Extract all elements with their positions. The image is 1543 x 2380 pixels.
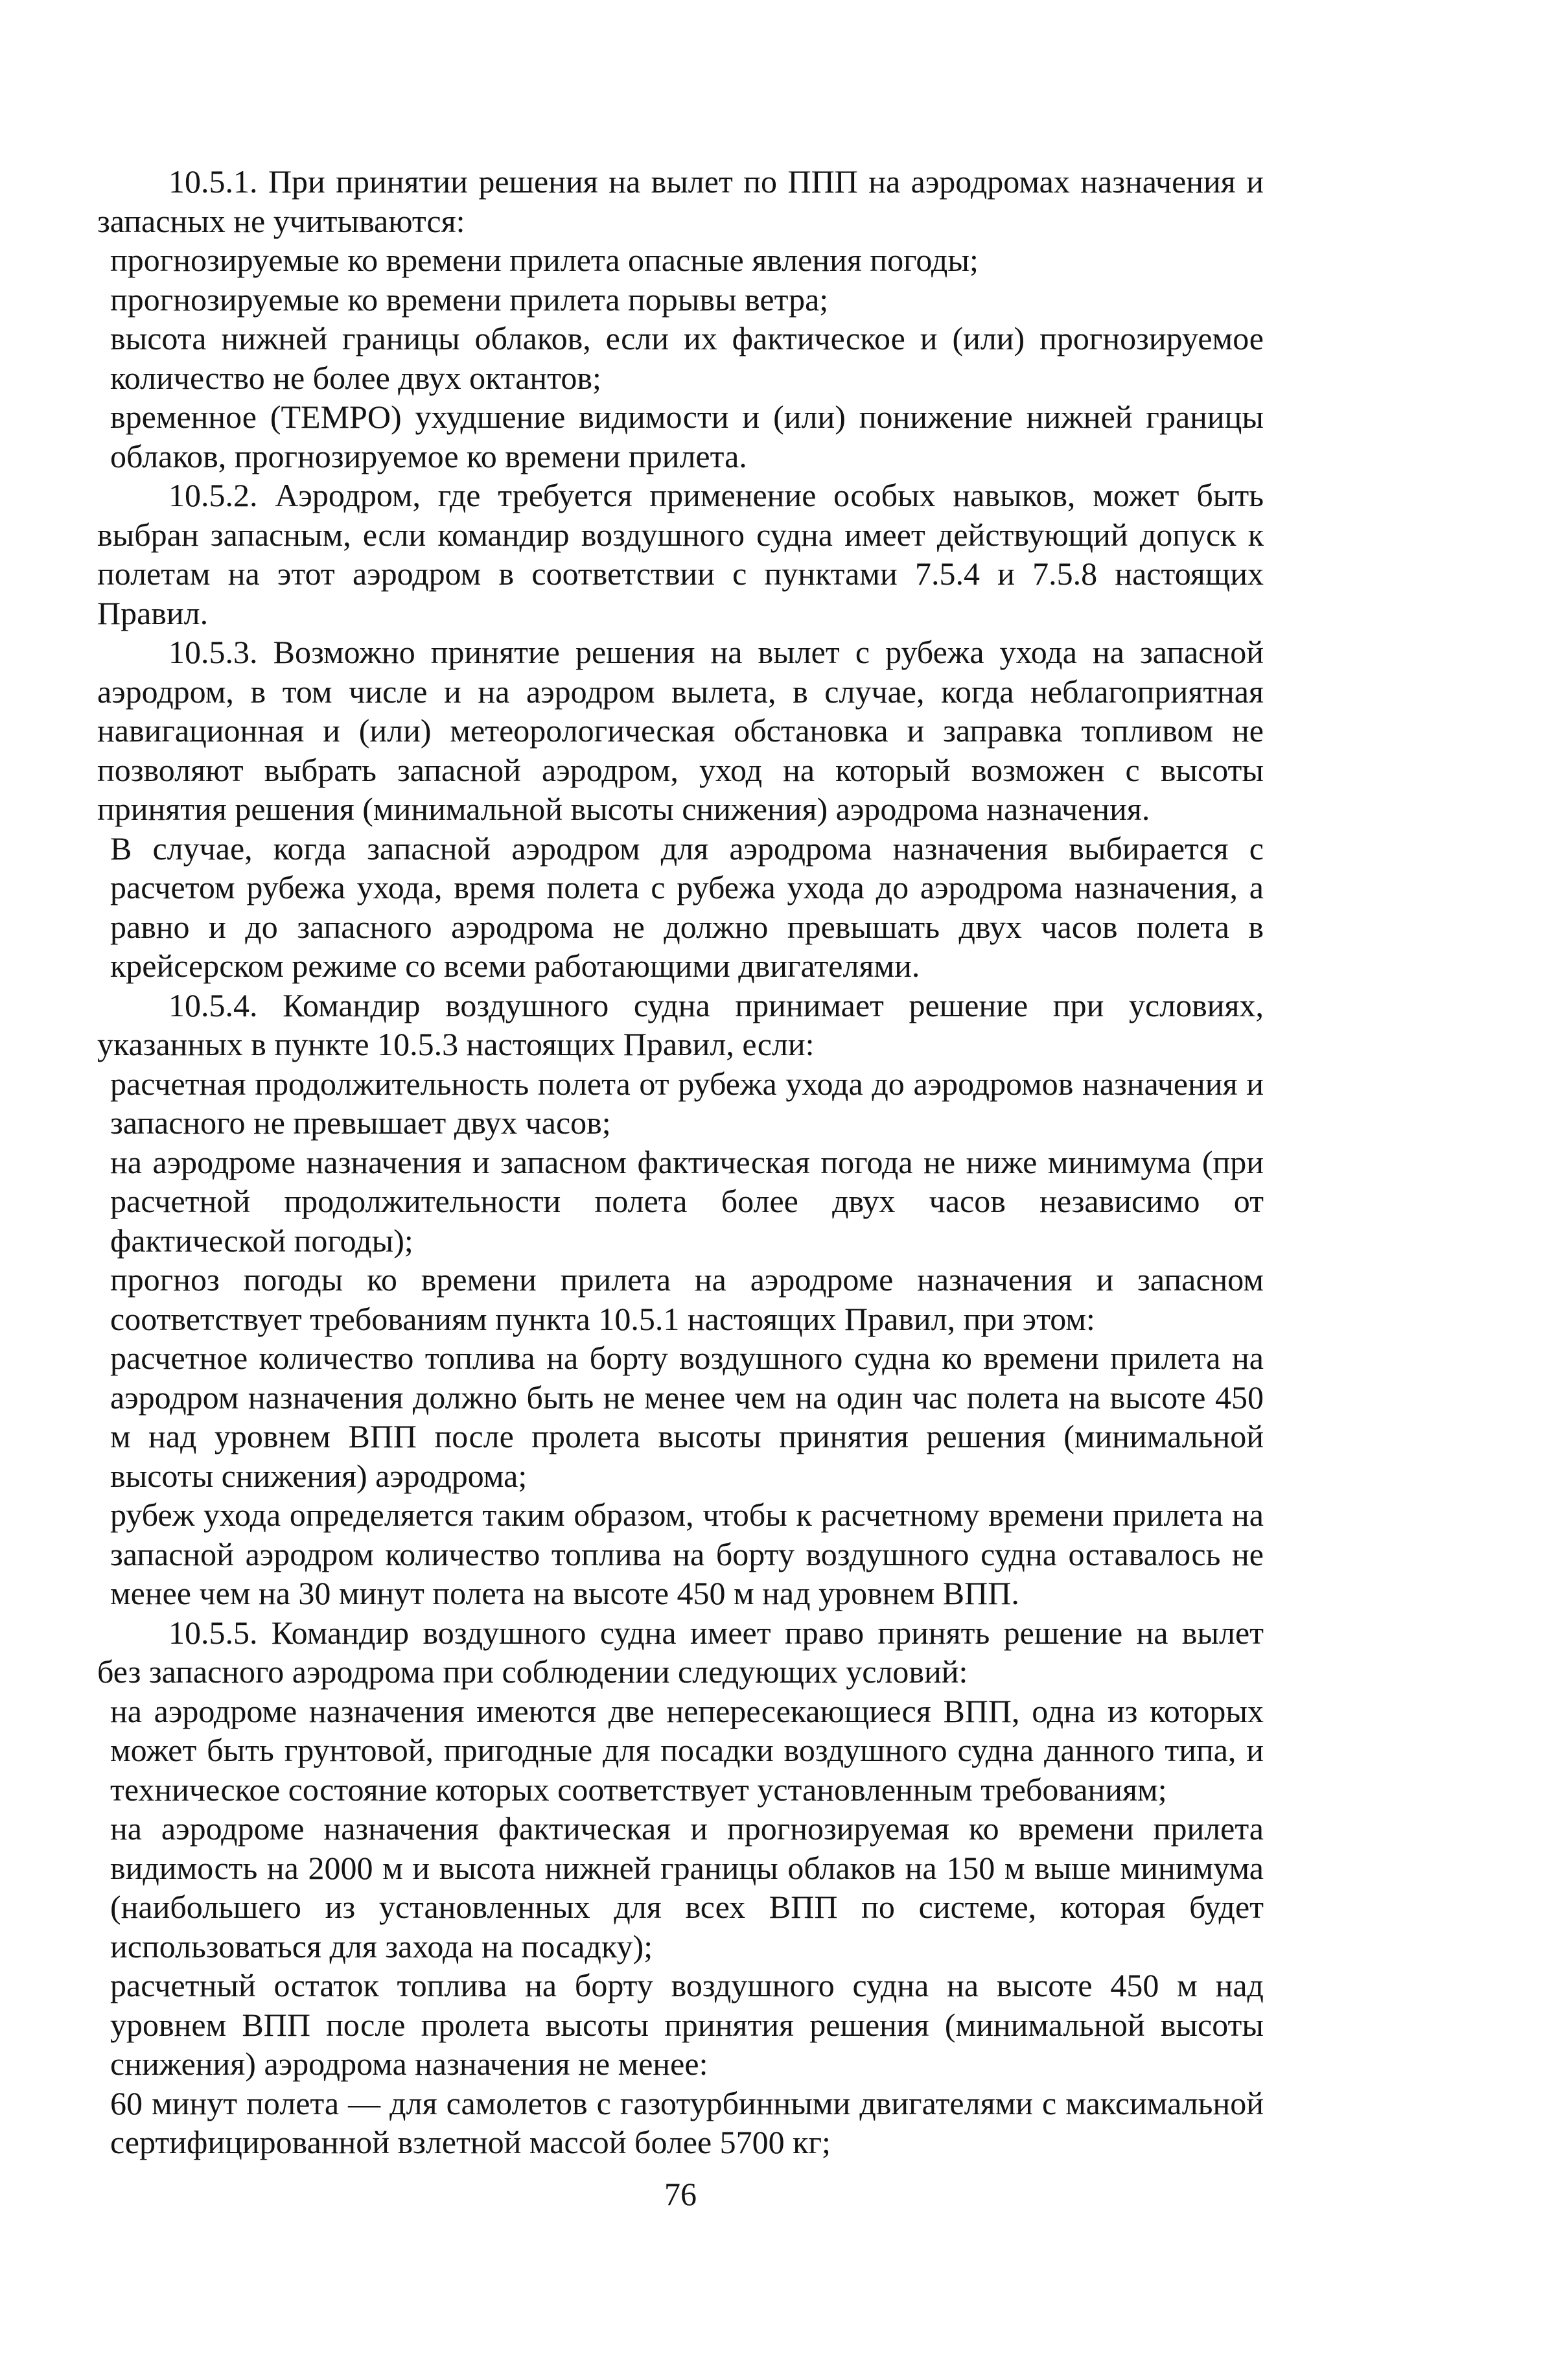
- list-item: на аэродроме назначения фактическая и прогнозируемая ко времени прилета видимость на 2000 м и высота нижней границы облаков на 150 м выше минимума (наибольшего из установленных для всех ВПП по системе, которая будет использоваться для захода на посадку);: [110, 1810, 1264, 1965]
- paragraph-10-5-2: 10.5.2. Аэродром, где требуется применение особых навыков, может быть выбран запасным, если командир воздушного судна имеет действующий допуск к полетам на этот аэродром в соответствии с пунктами 7.5.4 и 7.5.8 настоящих Правил.: [97, 477, 1264, 631]
- list-item: расчетный остаток топлива на борту воздушного судна на высоте 450 м над уровнем ВПП после пролета высоты принятия решения (минимальной высоты снижения) аэродрома назначения не менее:: [110, 1967, 1264, 2082]
- list-item: прогнозируемые ко времени прилета опасные явления погоды;: [110, 242, 979, 278]
- document-page: [97, 162, 1264, 2162]
- list-item: расчетная продолжительность полета от рубежа ухода до аэродромов назначения и запасного не превышает двух часов;: [110, 1065, 1264, 1141]
- list-item: на аэродроме назначения имеются две непересекающиеся ВПП, одна из которых может быть грунтовой, пригодные для посадки воздушного судна данного типа, и техническое состояние которых соответствует установленным требованиям;: [110, 1692, 1264, 1808]
- list-item: прогнозируемые ко времени прилета порывы ветра;: [110, 281, 829, 318]
- paragraph-10-5-1: 10.5.1. При принятии решения на вылет по ППП на аэродромах назначения и запасных не учитываются:: [97, 163, 1264, 239]
- list-item: высота нижней границы облаков, если их фактическое и (или) прогнозируемое количество не более двух октантов;: [110, 320, 1264, 396]
- paragraph-continuation: В случае, когда запасной аэродром для аэродрома назначения выбирается с расчетом рубежа ухода, время полета с рубежа ухода до аэродрома назначения, а равно и до запасного аэродрома не должно превышать двух часов полета в крейсерском режиме со всеми работающими двигателями.: [110, 830, 1264, 984]
- list-item: расчетное количество топлива на борту воздушного судна ко времени прилета на аэродром назначения должно быть не менее чем на один час полета на высоте 450 м над уровнем ВПП после пролета высоты принятия решения (минимальной высоты снижения) аэродрома;: [110, 1340, 1264, 1494]
- list-item: прогноз погоды ко времени прилета на аэродроме назначения и запасном соответствует требованиям пункта 10.5.1 настоящих Правил, при этом:: [110, 1261, 1264, 1337]
- paragraph-10-5-3: 10.5.3. Возможно принятие решения на вылет с рубежа ухода на запасной аэродром, в том числе и на аэродром вылета, в случае, когда неблагоприятная навигационная и (или) метеорологическая обстановка и заправка топливом не позволяют выбрать запасной аэродром, уход на который возможен с высоты принятия решения (минимальной высоты снижения) аэродрома назначения.: [97, 634, 1264, 827]
- page-number: 76: [664, 2176, 697, 2212]
- list-item: на аэродроме назначения и запасном фактическая погода не ниже минимума (при расчетной продолжительности полета более двух часов независимо от фактической погоды);: [110, 1143, 1264, 1259]
- list-item: рубеж ухода определяется таким образом, чтобы к расчетному времени прилета на запасной аэродром количество топлива на борту воздушного судна оставалось не менее чем на 30 минут полета на высоте 450 м над уровнем ВПП.: [110, 1497, 1264, 1611]
- list-item: 60 минут полета — для самолетов с газотурбинными двигателями с максимальной сертифицированной взлетной массой более 5700 кг;: [110, 2084, 1264, 2160]
- paragraph-10-5-5: 10.5.5. Командир воздушного судна имеет право принять решение на вылет без запасного аэродрома при соблюдении следующих условий:: [97, 1614, 1264, 1690]
- paragraph-10-5-4: 10.5.4. Командир воздушного судна принимает решение при условиях, указанных в пункте 10.5.3 настоящих Правил, если:: [97, 986, 1264, 1062]
- list-item: временное (TEMPO) ухудшение видимости и (или) понижение нижней границы облаков, прогнозируемое ко времени прилета.: [110, 399, 1264, 474]
